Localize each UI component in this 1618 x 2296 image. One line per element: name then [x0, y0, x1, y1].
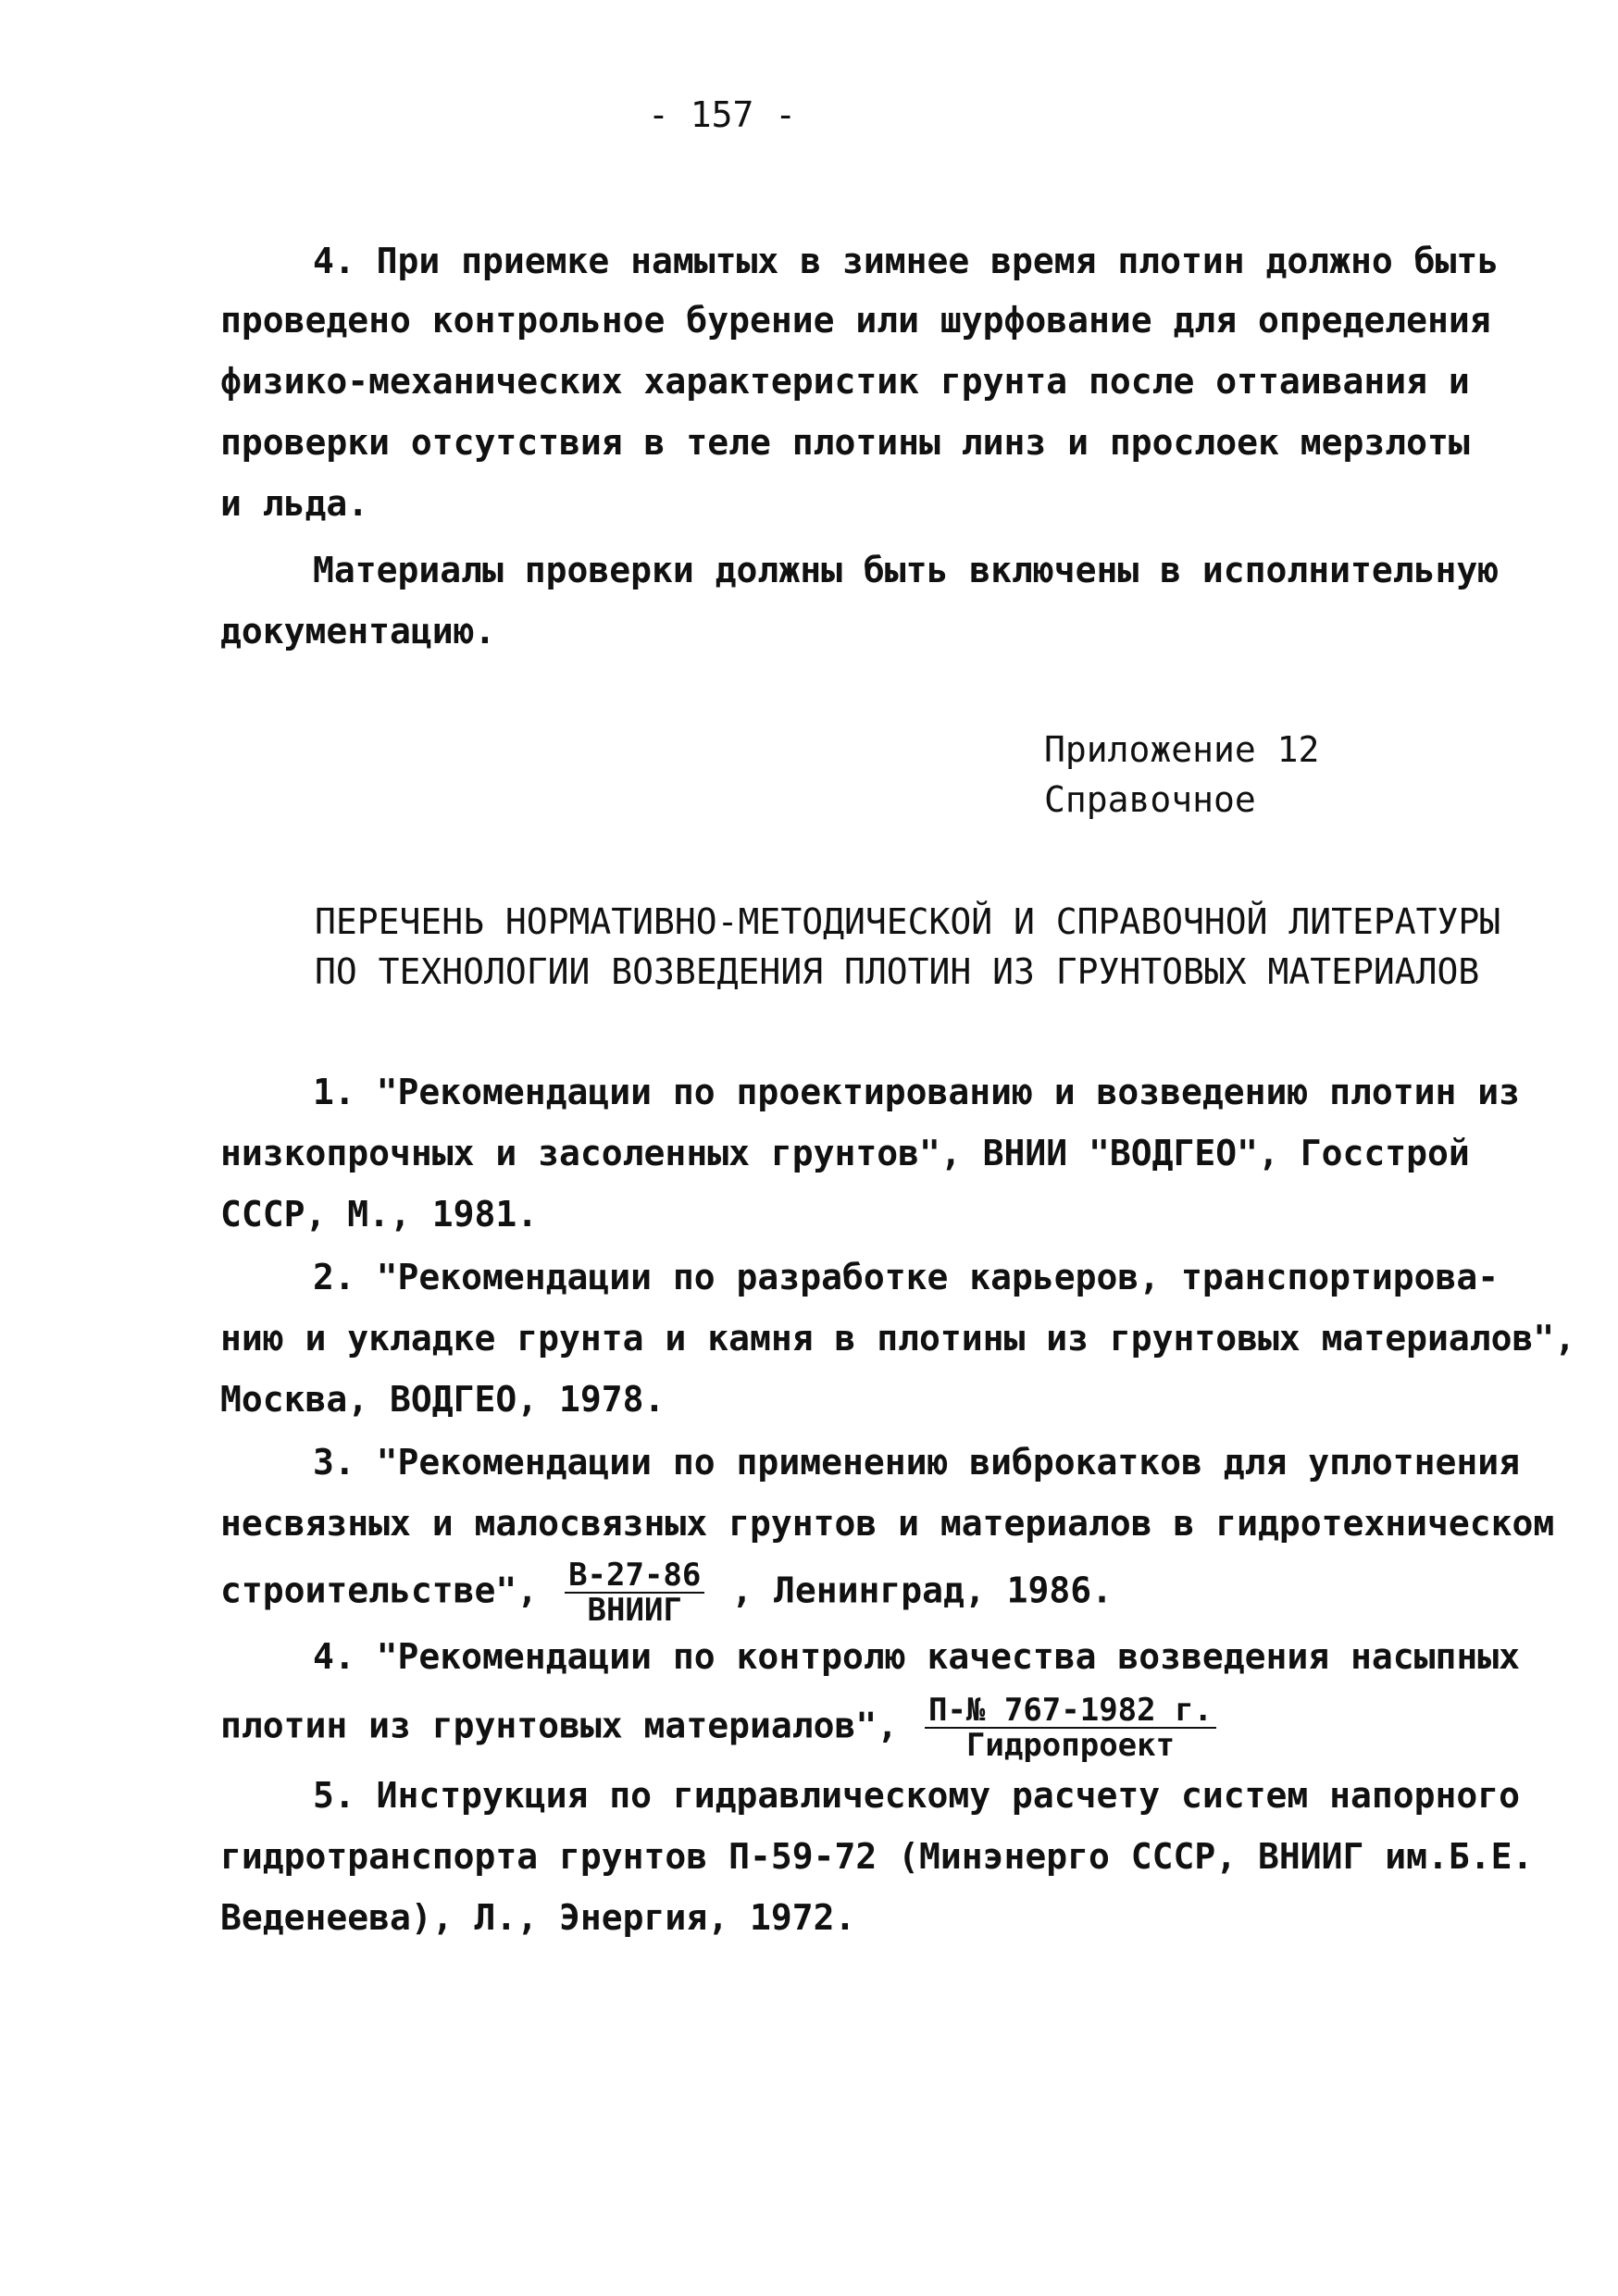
reference-line: Веденеева), Л., Энергия, 1972. [220, 1897, 856, 1938]
reference-line: Москва, ВОДГЕО, 1978. [220, 1379, 666, 1420]
fraction-numerator: В-27-86 [565, 1558, 704, 1594]
reference-line: несвязных и малосвязных грунтов и материалов в гидротехническом [220, 1503, 1555, 1544]
reference-line [220, 1558, 1113, 1627]
reference-line: 1. "Рекомендации по проектированию и возведению плотин из [313, 1072, 1521, 1112]
reference-line: нию и укладке грунта и камня в плотины из грунтовых материалов", [220, 1318, 1576, 1359]
section-heading-line-2: ПО ТЕХНОЛОГИИ ВОЗВЕДЕНИЯ ПЛОТИН ИЗ ГРУНТОВЫХ МАТЕРИАЛОВ [315, 951, 1480, 992]
paragraph-line: Материалы проверки должны быть включены в исполнительную [313, 550, 1500, 590]
paragraph-line: проверки отсутствия в теле плотины линз и прослоек мерзлоты [220, 422, 1470, 463]
paragraph-line: физико-механических характеристик грунта после оттаивания и [220, 361, 1470, 402]
reference-code-fraction [925, 1694, 1216, 1762]
reference-line: СССР, М., 1981. [220, 1194, 539, 1235]
fraction-numerator: П-№ 767-1982 г. [925, 1694, 1216, 1729]
reference-line: 2. "Рекомендации по разработке карьеров, транспортирова- [313, 1257, 1500, 1297]
reference-line: 5. Инструкция по гидравлическому расчету систем напорного [313, 1775, 1521, 1816]
page-number: - 157 - [648, 94, 797, 135]
reference-text: плотин из грунтовых материалов", [220, 1705, 899, 1746]
section-heading-line-1: ПЕРЕЧЕНЬ НОРМАТИВНО-МЕТОДИЧЕСКОЙ И СПРАВОЧНОЙ ЛИТЕРАТУРЫ [315, 901, 1501, 942]
paragraph-line: 4. При приемке намытых в зимнее время плотин должно быть [313, 241, 1500, 281]
reference-line [220, 1694, 1222, 1762]
paragraph-line: и льда. [220, 483, 369, 524]
reference-code-fraction [565, 1558, 704, 1627]
appendix-type: Справочное [1044, 779, 1256, 820]
appendix-label: Приложение 12 [1044, 729, 1320, 770]
reference-line: 3. "Рекомендации по применению виброкатков для уплотнения [313, 1442, 1521, 1483]
fraction-denominator: ВНИИГ [587, 1592, 682, 1629]
reference-line: 4. "Рекомендации по контролю качества возведения насыпных [313, 1636, 1521, 1677]
reference-line: гидротранспорта грунтов П-59-72 (Минэнерго СССР, ВНИИГ им.Б.Е. [220, 1836, 1534, 1877]
paragraph-line: проведено контрольное бурение или шурфование для определения [220, 300, 1491, 341]
paragraph-line: документацию. [220, 611, 496, 652]
fraction-denominator: Гидропроект [965, 1727, 1176, 1764]
reference-line: низкопрочных и засоленных грунтов", ВНИИ "ВОДГЕО", Госстрой [220, 1133, 1470, 1173]
reference-text: строительстве", [220, 1570, 539, 1611]
reference-text: , Ленинград, 1986. [731, 1570, 1114, 1611]
